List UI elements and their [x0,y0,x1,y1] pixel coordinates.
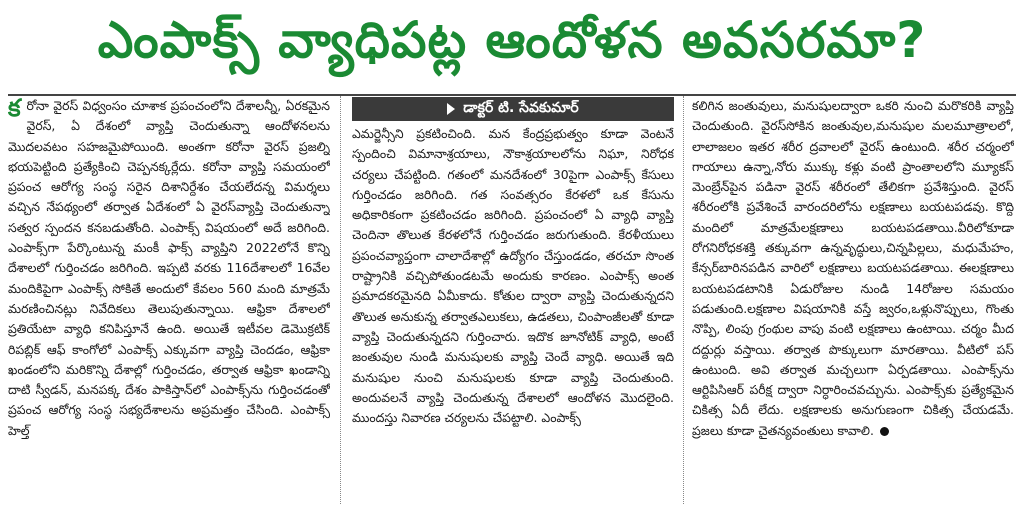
article-column-2 [352,124,674,504]
byline-bar [352,97,674,121]
column-divider-2 [683,96,685,504]
article-column-3 [692,96,1014,504]
column-3-text: కలిగిన జంతువులు, మనుషులద్వారా ఒకరి నుంచి మరొకరికి వ్యాప్తి చెందుతుంది. వైరస్‌సోకిన జంతువుల,మనుషుల మలమూత్రాలలో, లాలాజలం ఇతర శరీర ద్రవాలలో వైరస్ ఉంటుంది. శరీర చర్మంలో గాయాలు ఉన్నా,నోరు ముక్కు కళ్లు వంటి ప్రాంతాలలోని మ్యూకస్ మెంబ్రేన్‌పైన పడినా వైరస్ శరీరంలో తేలికగా ప్రవేశిస్తుంది. వైరస్ శరీరంలోకి ప్రవేశించే వారందరిలోను లక్షణాలు బయటపడవు. కొద్ది మందిలో మాత్రమేలక్షణాలు బయటపడతాయి.వీరిలోకూడా రోగనిరోధకశక్తి తక్కువగా ఉన్నవృద్ధులు,చిన్నపిల్లలు, మధుమేహం, కేన్సర్‌బారినపడిన వారిలో లక్షణాలు బయటపడతాయి. ఈలక్షణాలు బయటపడటానికి ఏడురోజుల నుండి 14రోజుల సమయం పడుతుంది.లక్షణాల విషయానికి వస్తే జ్వరం,ఒళ్లునొప్పులు, గొంతు నొప్పి, లింపు గ్రంథుల వాపు వంటి లక్షణాలు ఉంటాయి. చర్మం మీద దద్దుర్లు వస్తాయి. తర్వాత పొక్కులుగా మారతాయి. వీటిలో పస్ ఉంటుంది. అవి తర్వాత మచ్చలుగా ఏర్పడతాయి. ఎంపాక్స్‌ను ఆర్టిపిసిఆర్ పరీక్ష ద్వారా నిర్ధారించవచ్చును. ఎంపాక్స్‌కు ప్రత్యేకమైన చికిత్స ఏదీ లేదు. లక్షణాలకు అనుగుణంగా చికిత్స చేయడమే. ప్రజలు కూడా చైతన్యవంతులు కావాలి. [692,98,1014,438]
headline: ఎంపాక్స్ వ్యాధిపట్ల ఆందోళన అవసరమా? [97,10,927,69]
drop-cap: క [8,96,21,122]
byline-marker-icon [447,103,455,115]
column-divider-1 [340,96,342,504]
column-2-text: ఎమర్జెన్సీని ప్రకటించింది. మన కేంద్రప్రభుత్వం కూడా వెంటనే స్పందించి విమానాశ్రయాలు, నౌకాశ్రయాలలోను నిఘా, నిరోధక చర్యలు చేపట్టింది. గతంలో మనదేశంలో 30పైగా ఎంపాక్స్ కేసులు గుర్తించడం జరిగింది. గత సంవత్సరం కేరళలో ఒక కేసును అధికారికంగా ప్రకటించడం జరిగింది. ప్రపంచంలో ఏ వ్యాధి వ్యాప్తి చెందినా తొలుత కేరళలోనే గుర్తించడం జరుగుతుంది. కేరళీయులు ప్రపంచవ్యాప్తంగా చాలాదేశాల్లో ఉద్యోగం చేస్తుండడం, తరచూ సొంత రాష్ట్రానికి వచ్చిపోతుండటమే అందుకు కారణం. ఎంపాక్స్ అంత ప్రమాదకరమైనది ఏమీకాదు. కోతుల ద్వారా వ్యాప్తి చెందుతున్నదని తొలుత అనుకున్న తర్వాతఎలుకలు, ఉడతలు, చింపాంజీలతో కూడా వ్యాప్తి చెందుతున్నదని గుర్తించారు. ఇదొక జూనోటిక్ వ్యాధి, అంటే జంతువుల నుండి మనుషులకు వ్యాప్తి చెందే వ్యాధి. అయితే ఇది మనుషుల నుంచి మనుషులకు కూడా వ్యాప్తి చెందుతుంది. అందువలనే వ్యాప్తి చెందుతున్న దేశాలలో ఆందోళన మొదలైంది. ముందస్తు నివారణ చర్యలను చేపట్టాలి. ఎంపాక్స్ [352,126,674,426]
byline: డాక్టర్ టి. సేవకుమార్ [463,99,579,116]
end-of-article-icon [880,427,889,436]
article-column-1 [8,96,330,504]
column-1-text: రోనా వైరస్ విధ్వంసం చూశాక ప్రపంచంలోని దేశాలన్నీ, ఏరకమైన వైరస్, ఏ దేశంలో వ్యాప్తి చెందుతున్నా ఆందోళనలను మొదలవటం సహజమైపోయింది. అంతగా కరోనా వైరస్ ప్రజల్ని భయపెట్టింది ప్రత్యేకించి చెప్పనక్కర్లేదు. కరోనా వ్యాప్తి సమయంలో ప్రపంచ ఆరోగ్య సంస్థ సరైన దిశానిర్దేశం చేయలేదన్న విమర్శలు వచ్చిన నేపథ్యంలో తర్వాత ఏదేశంలో ఏ వైరస్‌వ్యాప్తి చెందుతున్నా సత్వర స్పందన కనబడుతోంది. ఎంపాక్స్ విషయంలో అదే జరిగింది. ఎంపాక్స్‌గా పేర్కొంటున్న మంకీ ఫాక్స్ వ్యాప్తిని 2022లోనే కొన్ని దేశాలలో గుర్తించడం జరిగింది. ఇప్పటి వరకు 116దేశాలలో 16వేల మందికిపైగా ఎంపాక్స్ సోకితే అందులో కేవలం 560 మంది మాత్రమే మరణించినట్లు నివేదికలు తెలుపుతున్నాయి. ఆఫ్రికా దేశాలలో ప్రతియేటా వ్యాధి కనిపిస్తూనే ఉంది. అయితే ఇటీవల డెమొక్రటిక్ రిపబ్లిక్ ఆఫ్ కాంగోలో ఎంపాక్స్ ఎక్కువగా వ్యాప్తి చెందడం, ఆఫ్రికా ఖండంలోని మరికొన్ని దేశాల్లో గుర్తించడం, తర్వాత ఆఫ్రికా ఖండాన్ని దాటి స్వీడన్, మనపక్క దేశం పాకిస్తాన్‌లో ఎంపాక్స్‌ను గుర్తించడంతో ప్రపంచ ఆరోగ్య సంస్థ సభ్యదేశాలను అప్రమత్తం చేసింది. ఎంపాక్స్ హెల్త్ [8,98,330,438]
